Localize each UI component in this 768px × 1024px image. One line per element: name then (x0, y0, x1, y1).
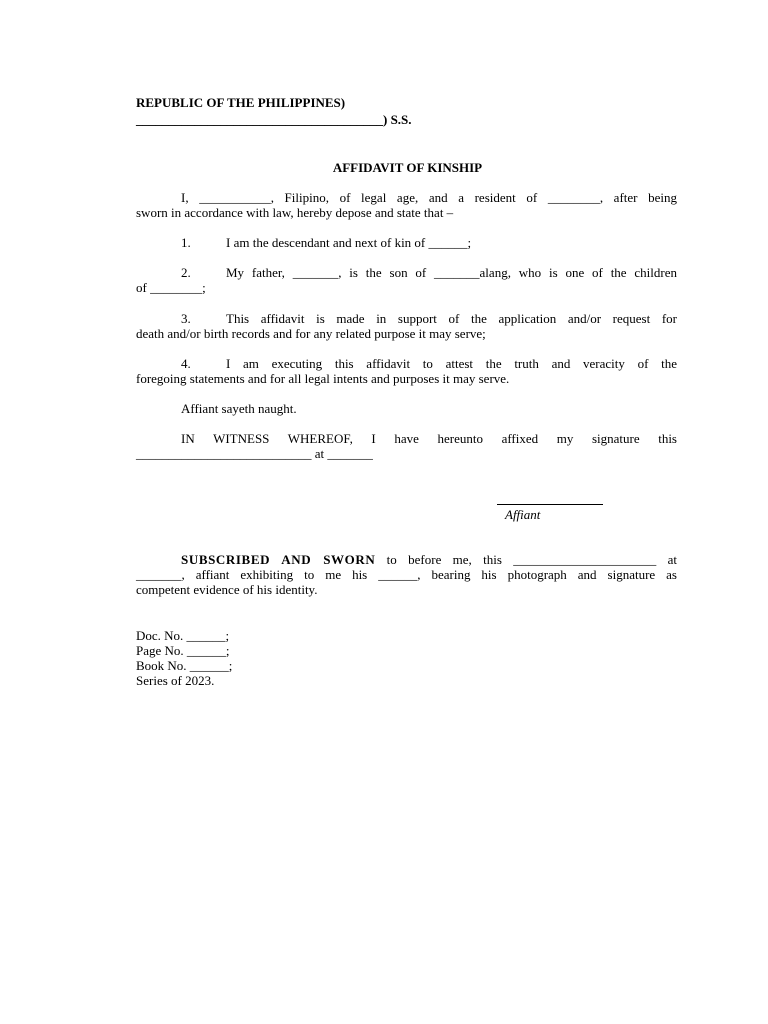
item-1: 1. I am the descendant and next of kin of ______; (181, 235, 472, 250)
witness-paragraph: IN WITNESS WHEREOF, I have hereunto affixed my signature this ___________________________ at _______ (136, 431, 677, 461)
item-3: 3. This affidavit is made in support of the application and/or request for death and/or birth records and for any related purpose it may serve; (136, 311, 677, 341)
document-title: AFFIDAVIT OF KINSHIP (332, 160, 483, 175)
item-2: 2. My father, _______, is the son of _______alang, who is one of the children of ________; (136, 265, 677, 295)
affiant-signature-line (497, 504, 603, 505)
item-4: 4. I am executing this affidavit to attest the truth and veracity of the foregoing statements and for all legal intents and purposes it may serve. (136, 356, 677, 386)
affiant-sayeth: Affiant sayeth naught. (181, 401, 297, 416)
page-no: Page No. ______; (136, 643, 230, 658)
book-no: Book No. ______; (136, 658, 233, 673)
series: Series of 2023. (136, 673, 215, 688)
intro-paragraph: I, ___________, Filipino, of legal age, and a resident of ________, after being sworn in accordance with law, hereby depose and state that – (136, 190, 677, 220)
affiant-label: Affiant (505, 507, 541, 522)
header-venue: ______________________________________) S.S. (136, 112, 412, 127)
header-republic: REPUBLIC OF THE PHILIPPINES) (136, 95, 346, 110)
jurat-paragraph: SUBSCRIBED AND SWORN to before me, this ______________________ at _______, affiant exhibiting to me his ______, bearing his photograph and signature as competent evidence of his identity. (136, 552, 678, 597)
doc-no: Doc. No. ______; (136, 628, 230, 643)
